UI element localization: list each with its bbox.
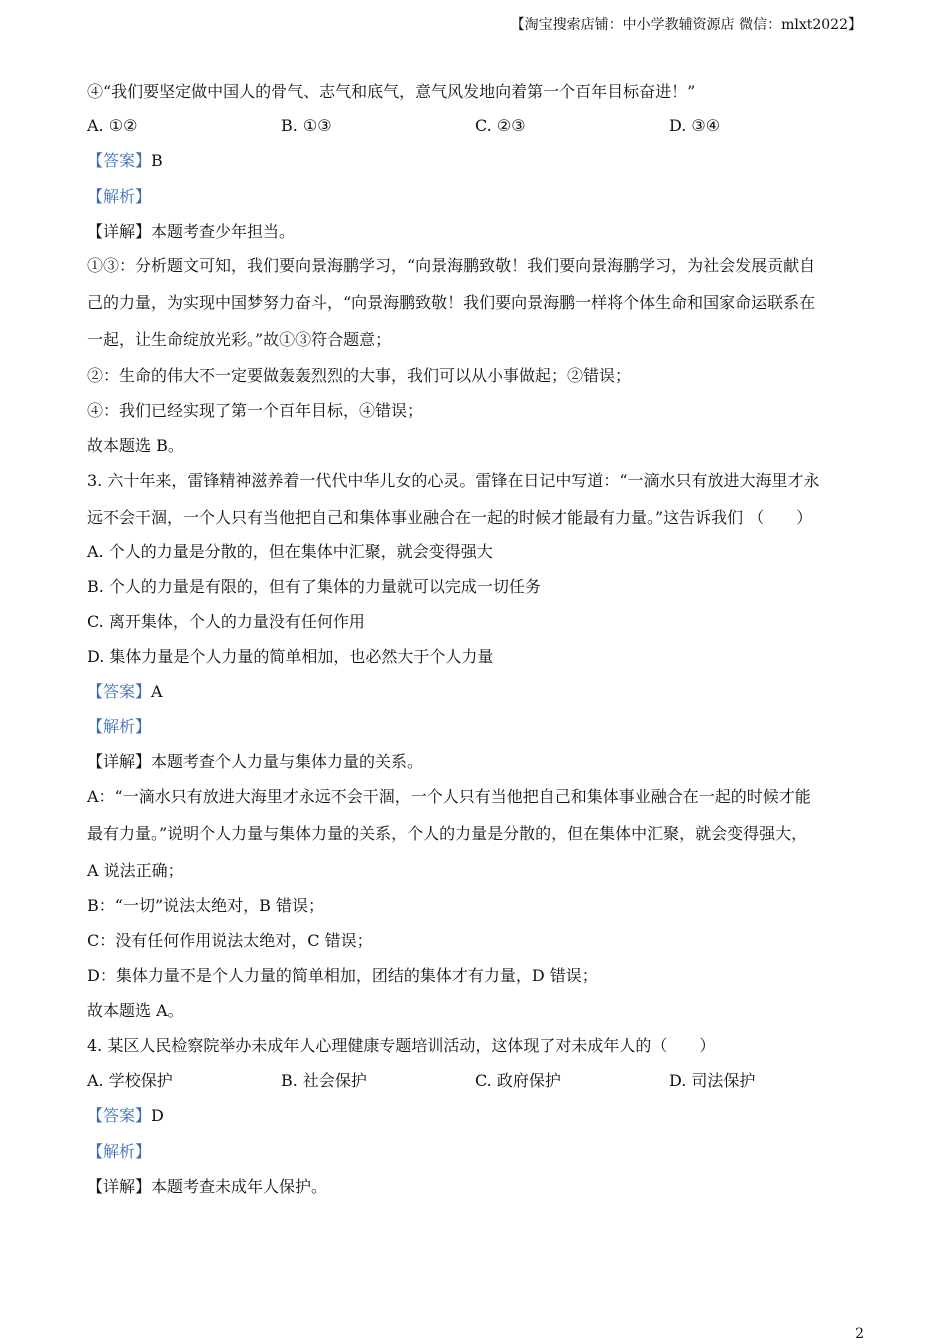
answer-tag: 【答案】 [87,1106,152,1125]
q2-answer [87,151,877,171]
detail-tag: 【详解】 [87,1177,152,1196]
q2-explanation-line: ②：生命的伟大不一定要做轰轰烈烈的大事，我们可以从小事做起；②错误； [87,366,632,385]
q2-explanation-line: ④：我们已经实现了第一个百年目标，④错误； [87,401,424,420]
q4-option-d: D. 司法保护 [669,1071,756,1090]
detail-text: 本题考查个人力量与集体力量的关系。 [151,752,424,771]
q3-stem-line: 远不会干涸，一个人只有当他把自己和集体事业融合在一起的时候才能最有力量。”这告诉我们 （ ） [87,508,813,527]
q4-analysis-tag: 【解析】 [87,1142,152,1161]
answer-tag: 【答案】 [87,151,152,170]
page-header: 【淘宝搜索店铺：中小学教辅资源店 微信：mlxt2022】 [510,17,862,33]
q3-explanation-line: B：“一切”说法太绝对，B 错误； [87,896,324,915]
detail-text: 本题考查未成年人保护。 [151,1177,328,1196]
q2-option-a: A. ①② [87,116,138,135]
q2-conclusion: 故本题选 B。 [87,436,184,455]
answer-value: D [151,1106,164,1125]
q3-explanation-line: 最有力量。”说明个人力量与集体力量的关系，个人的力量是分散的，但在集体中汇聚，就会变得强大， [87,824,808,843]
q3-option-a: A. 个人的力量是分散的，但在集体中汇聚，就会变得强大 [87,542,493,561]
answer-tag: 【答案】 [87,682,152,701]
q2-item-4: ④“我们要坚定做中国人的骨气、志气和底气，意气风发地向着第一个百年目标奋进！” [87,82,696,101]
q3-explanation-line: A 说法正确； [87,861,184,880]
detail-text: 本题考查少年担当。 [151,222,296,241]
q3-analysis-tag: 【解析】 [87,717,152,736]
q4-stem: 4. 某区人民检察院举办未成年人心理健康专题培训活动，这体现了对未成年人的（ ） [87,1036,716,1055]
q3-option-d: D. 集体力量是个人力量的简单相加，也必然大于个人力量 [87,647,494,666]
detail-tag: 【详解】 [87,752,152,771]
q3-conclusion: 故本题选 A。 [87,1001,184,1020]
q4-option-a: A. 学校保护 [87,1071,173,1090]
q3-detail [87,752,877,772]
q3-explanation-line: A：“一滴水只有放进大海里才永远不会干涸，一个人只有当他把自己和集体事业融合在一起的时候才能 [87,787,811,806]
q3-option-b: B. 个人的力量是有限的，但有了集体的力量就可以完成一切任务 [87,577,541,596]
q2-explanation-line: ①③：分析题文可知，我们要向景海鹏学习，“向景海鹏致敬！我们要向景海鹏学习，为社会发展贡献自 [87,256,816,275]
page-number: 2 [855,1326,864,1342]
q4-option-c: C. 政府保护 [475,1071,561,1090]
q3-explanation-line: D：集体力量不是个人力量的简单相加，团结的集体才有力量，D 错误； [87,966,598,985]
q2-option-d: D. ③④ [669,116,721,135]
q4-answer [87,1106,877,1126]
q2-detail [87,222,877,242]
q4-option-b: B. 社会保护 [281,1071,367,1090]
q4-detail [87,1177,877,1197]
q3-option-c: C. 离开集体，个人的力量没有任何作用 [87,612,365,631]
answer-value: B [151,151,163,170]
q3-answer [87,682,877,702]
q2-option-c: C. ②③ [475,116,526,135]
q2-analysis-tag: 【解析】 [87,187,152,206]
q3-explanation-line: C：没有任何作用说法太绝对，C 错误； [87,931,373,950]
q2-explanation-line: 己的力量，为实现中国梦努力奋斗，“向景海鹏致敬！我们要向景海鹏一样将个体生命和国家命运联系在 [87,293,816,312]
answer-value: A [151,682,163,701]
q2-explanation-line: 一起，让生命绽放光彩。”故①③符合题意； [87,330,392,349]
q3-stem-line: 3. 六十年来，雷锋精神滋养着一代代中华儿女的心灵。雷锋在日记中写道：“一滴水只有放进大海里才永 [87,471,820,490]
detail-tag: 【详解】 [87,222,152,241]
q2-option-b: B. ①③ [281,116,332,135]
